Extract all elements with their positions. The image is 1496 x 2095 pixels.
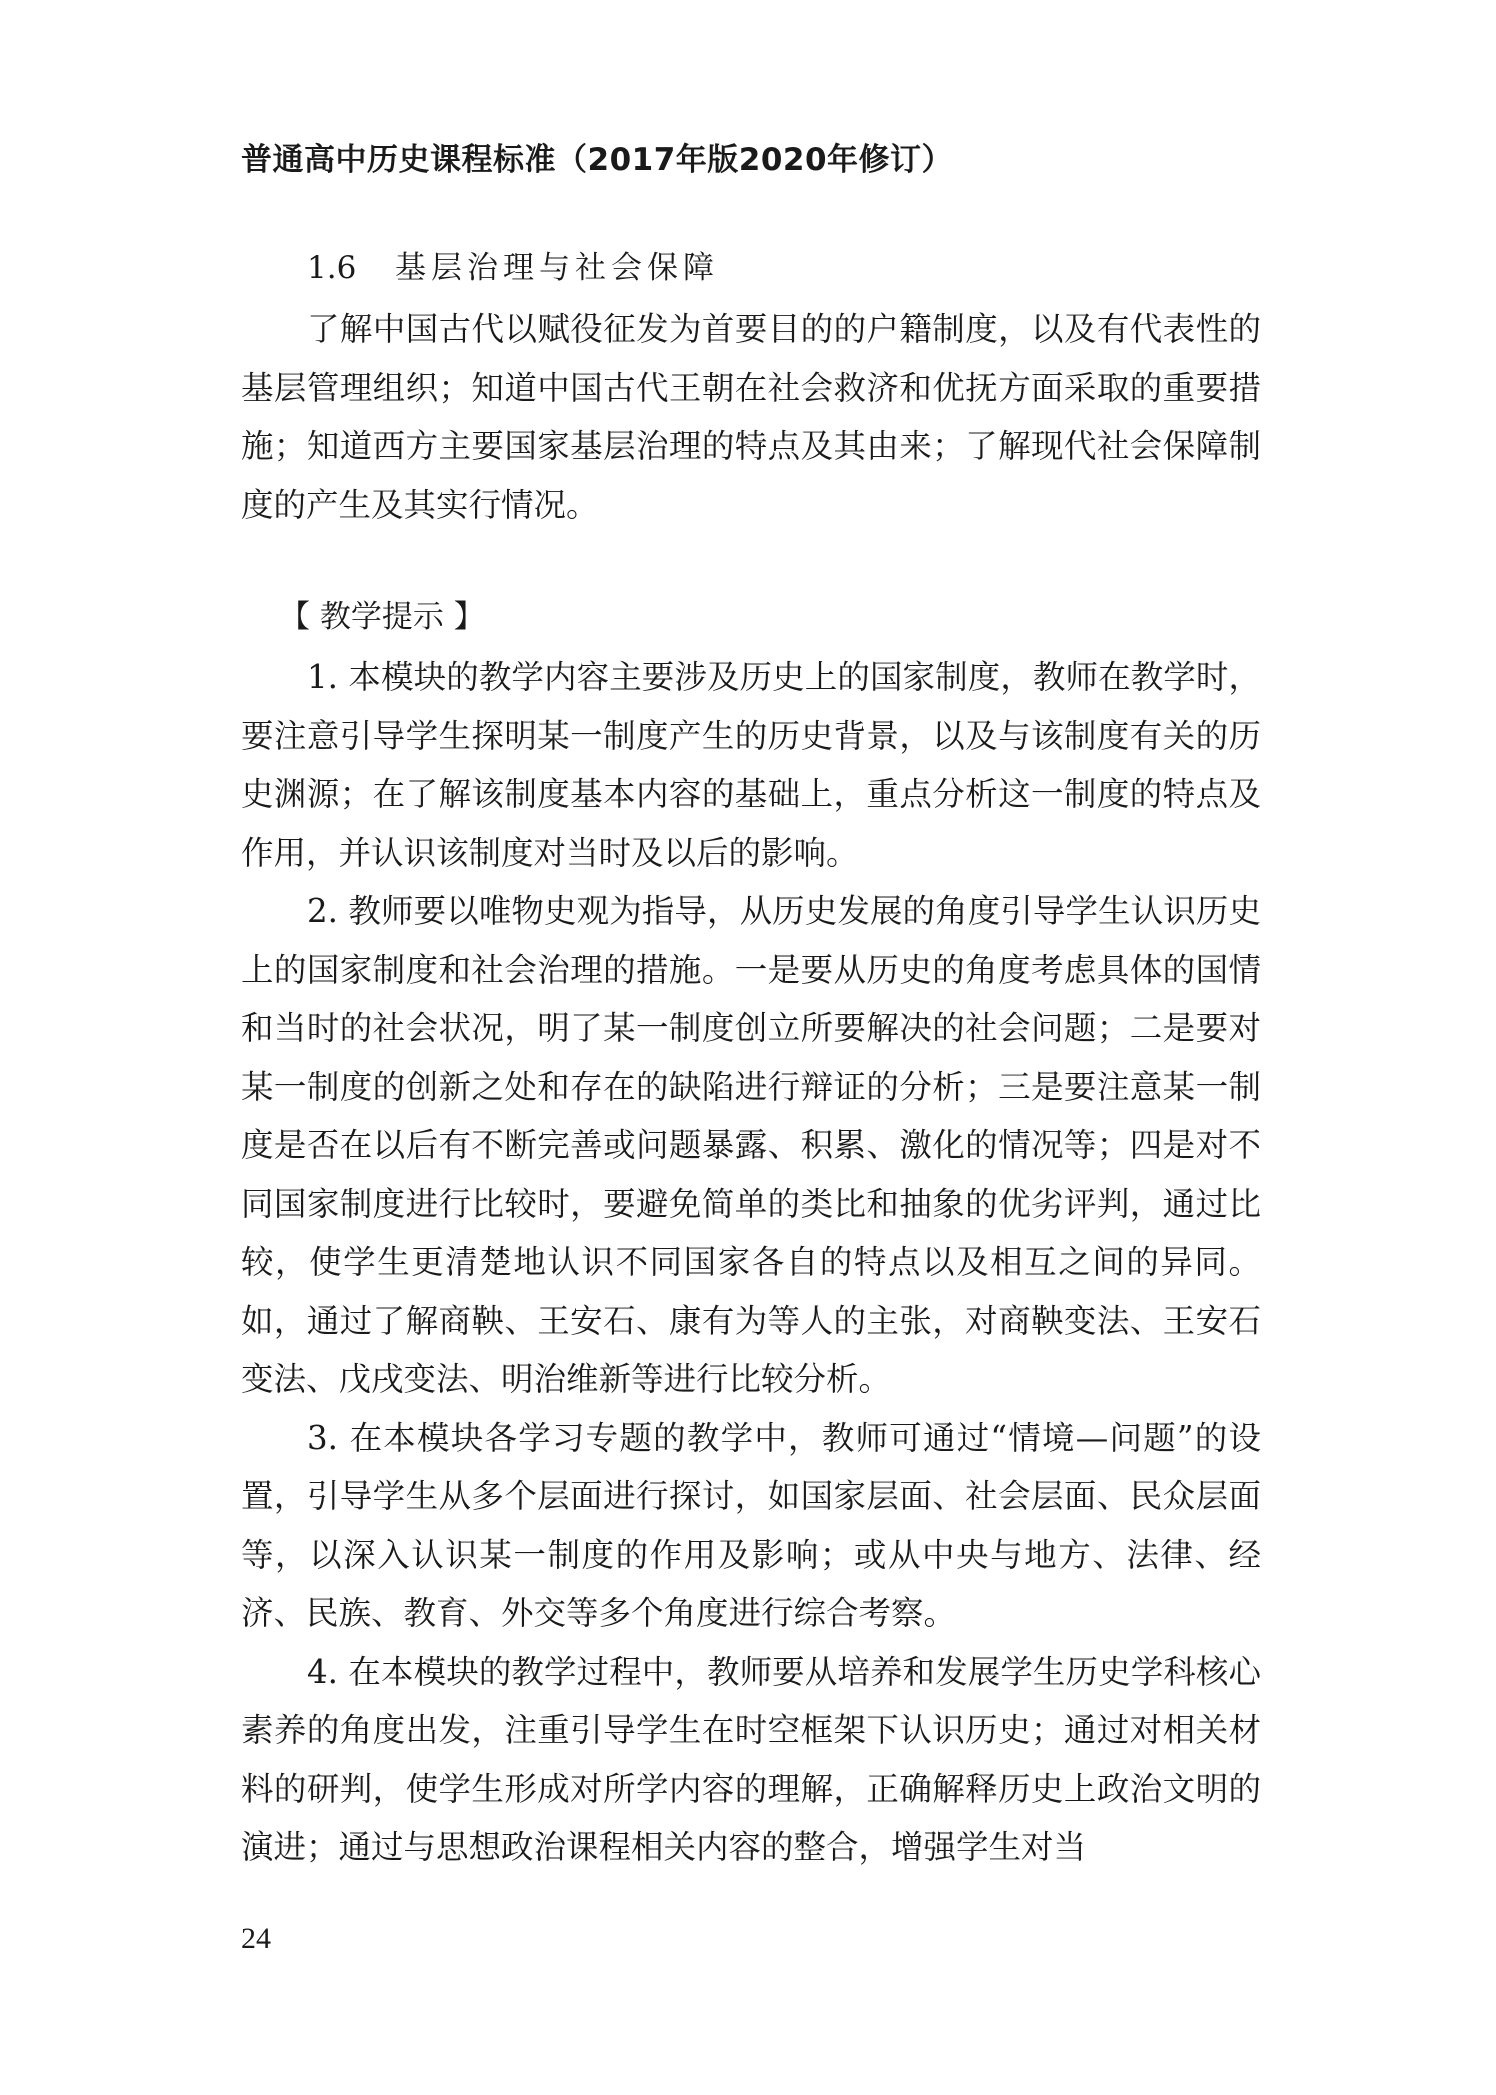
page-content [241,240,1261,1877]
teaching-tip-item: 4. 在本模块的教学过程中，教师要从培养和发展学生历史学科核心素养的角度出发，注重引导学生在时空框架下认识历史；通过对相关材料的研判，使学生形成对所学内容的理解，正确解释历史上政治文明的演进；通过与思想政治课程相关内容的整合，增强学生对当 [241,1652,1261,1866]
teaching-tip-item: 2. 教师要以唯物史观为指导，从历史发展的角度引导学生认识历史上的国家制度和社会治理的措施。一是要从历史的角度考虑具体的国情和当时的社会状况，明了某一制度创立所要解决的社会问题；二是要对某一制度的创新之处和存在的缺陷进行辩证的分析；三是要注意某一制度是否在以后有不断完善或问题暴露、积累、激化的情况等；四是对不同国家制度进行比较时，要避免简单的类比和抽象的优劣评判，通过比较，使学生更清楚地认识不同国家各自的特点以及相互之间的异同。如，通过了解商鞅、王安石、康有为等人的主张，对商鞅变法、王安石变法、戊戌变法、明治维新等进行比较分析。 [241,892,1261,1398]
running-header: 普通高中历史课程标准（2017年版2020年修订） [241,142,954,178]
teaching-tip-item: 3. 在本模块各学习专题的教学中，教师可通过“情境—问题”的设置，引导学生从多个层面进行探讨，如国家层面、社会层面、民众层面等，以深入认识某一制度的作用及影响；或从中央与地方、法律、经济、民族、教育、外交等多个角度进行综合考察。 [241,1418,1261,1632]
section-number: 1.6 [307,250,357,286]
page-number: 24 [241,1922,271,1955]
teaching-tips-list [241,648,1261,1877]
section-body: 了解中国古代以赋役征发为首要目的的户籍制度，以及有代表性的基层管理组织；知道中国古代王朝在社会救济和优抚方面采取的重要措施；知道西方主要国家基层治理的特点及其由来；了解现代社会保障制度的产生及其实行情况。 [241,310,1261,524]
section-heading [241,240,1261,296]
section-title: 基层治理与社会保障 [395,250,719,286]
teaching-tips-heading: 【 教学提示 】 [279,599,485,635]
teaching-tip-item: 1. 本模块的教学内容主要涉及历史上的国家制度，教师在教学时，要注意引导学生探明某一制度产生的历史背景，以及与该制度有关的历史渊源；在了解该制度基本内容的基础上，重点分析这一制度的特点及作用，并认识该制度对当时及以后的影响。 [241,658,1261,872]
